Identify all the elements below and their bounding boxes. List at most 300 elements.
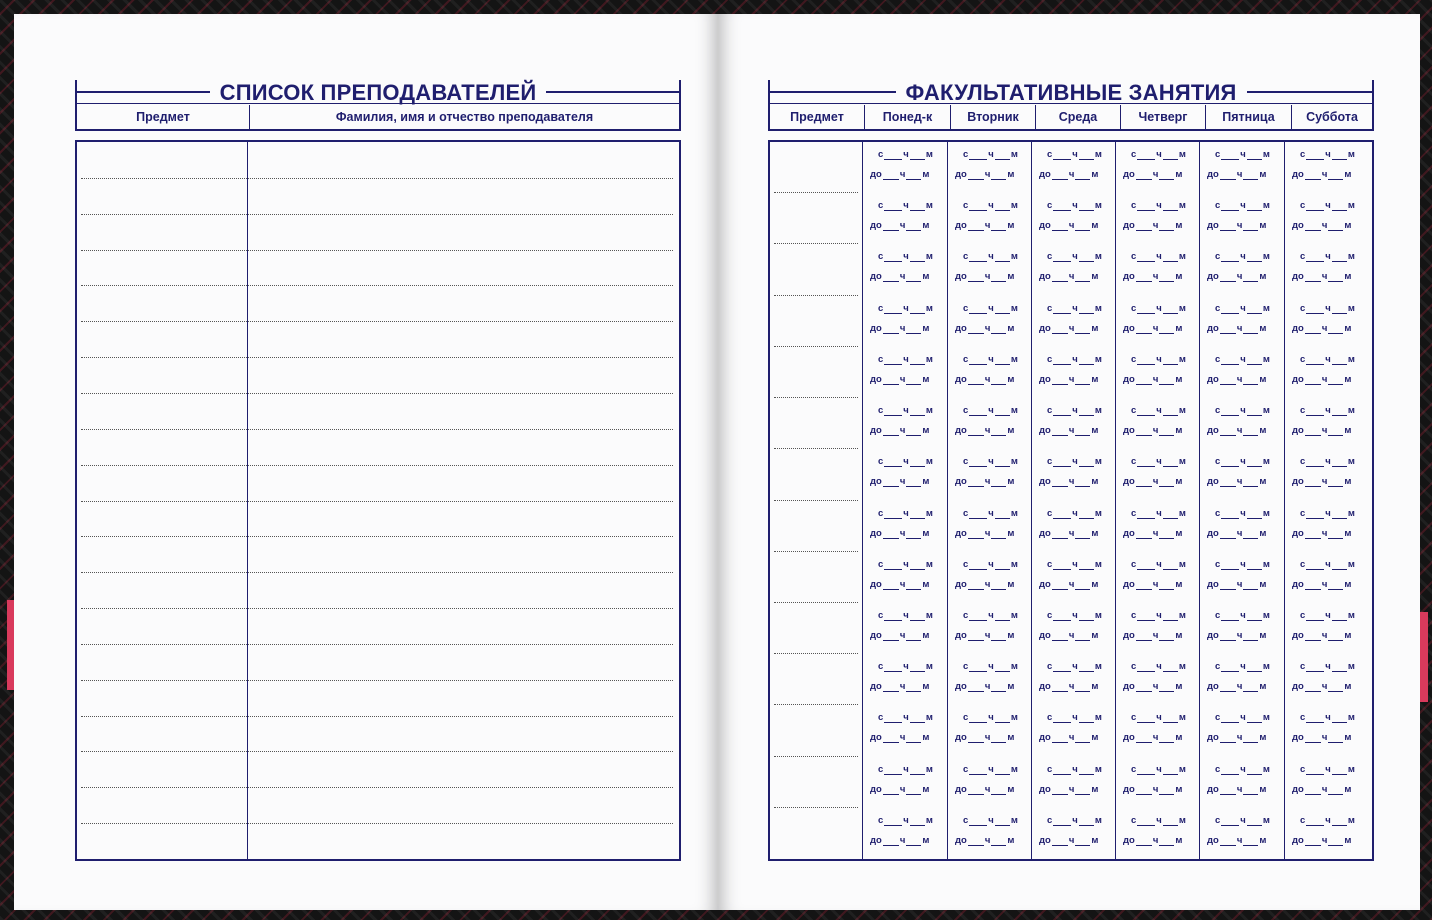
slot-to-label: до — [955, 834, 967, 846]
slot-minutes-label: м — [1344, 629, 1352, 641]
slot-hours-label: ч — [903, 558, 909, 570]
slot-to-label: до — [1292, 425, 1304, 437]
teacher-row-line — [81, 321, 673, 322]
slot-minutes-label: м — [1007, 322, 1015, 334]
slot-minutes-label: м — [1347, 456, 1355, 468]
slot-hours-label: ч — [1325, 200, 1331, 212]
slot-minutes-label: м — [1347, 661, 1355, 673]
slot-from-label: с — [1131, 814, 1137, 826]
elective-schedule-table — [768, 140, 1374, 861]
time-slot — [1207, 814, 1280, 846]
time-slot — [1292, 660, 1366, 692]
time-slot — [1292, 814, 1366, 846]
teacher-row-line — [81, 716, 673, 717]
right-page — [718, 14, 1420, 910]
slot-hours-label: ч — [899, 373, 906, 385]
slot-to-label: до — [1123, 425, 1135, 437]
slot-hours-label: ч — [1321, 220, 1328, 232]
slot-minutes-label: м — [1347, 507, 1355, 519]
slot-hours-label: ч — [1321, 476, 1328, 488]
slot-hours-label: ч — [899, 220, 906, 232]
slot-minutes-label: м — [1344, 271, 1352, 283]
slot-to-label: до — [1123, 169, 1135, 180]
slot-minutes-label: м — [1010, 200, 1018, 212]
slot-hours-label: ч — [1325, 814, 1331, 826]
slot-hours-label: ч — [1321, 169, 1328, 180]
slot-to-label: до — [1123, 271, 1135, 283]
slot-hours-label: ч — [1072, 609, 1078, 621]
slot-minutes-label: м — [1175, 373, 1183, 385]
slot-minutes-label: м — [925, 712, 933, 724]
slot-to-label: до — [955, 629, 967, 641]
slot-minutes-label: м — [1175, 220, 1183, 232]
slot-minutes-label: м — [1010, 712, 1018, 724]
teacher-row-line — [81, 751, 673, 752]
slot-minutes-label: м — [1091, 681, 1099, 693]
slot-hours-label: ч — [988, 353, 994, 365]
slot-minutes-label: м — [925, 149, 933, 160]
teacher-row-line — [81, 823, 673, 824]
slot-from-label: с — [963, 558, 969, 570]
slot-to-label: до — [955, 476, 967, 488]
slot-hours-label: ч — [1325, 558, 1331, 570]
slot-to-label: до — [1207, 169, 1219, 180]
slot-from-label: с — [1047, 609, 1053, 621]
slot-hours-label: ч — [1152, 629, 1159, 641]
slot-hours-label: ч — [1321, 732, 1328, 744]
slot-to-label: до — [1039, 527, 1051, 539]
time-slot — [1292, 609, 1366, 641]
slot-to-label: до — [955, 169, 967, 180]
slot-to-label: до — [1207, 834, 1219, 846]
slot-from-label: с — [1300, 507, 1306, 519]
time-slot — [1039, 711, 1111, 743]
slot-to-label: до — [1207, 681, 1219, 693]
slot-hours-label: ч — [984, 322, 991, 334]
slot-to-label: до — [955, 527, 967, 539]
teacher-row-line — [81, 501, 673, 502]
slot-minutes-label: м — [1262, 763, 1270, 775]
slot-from-label: с — [878, 507, 884, 519]
time-slot — [1292, 250, 1366, 282]
slot-minutes-label: м — [922, 425, 930, 437]
slot-hours-label: ч — [1325, 353, 1331, 365]
slot-minutes-label: м — [1091, 732, 1099, 744]
teacher-row-line — [81, 680, 673, 681]
slot-hours-label: ч — [1240, 712, 1246, 724]
slot-minutes-label: м — [1091, 834, 1099, 846]
slot-to-label: до — [1039, 373, 1051, 385]
slot-minutes-label: м — [1178, 814, 1186, 826]
day-column-divider — [1199, 142, 1200, 859]
slot-hours-label: ч — [899, 681, 906, 693]
slot-minutes-label: м — [922, 373, 930, 385]
slot-minutes-label: м — [1178, 763, 1186, 775]
slot-from-label: с — [1300, 456, 1306, 468]
slot-minutes-label: м — [925, 609, 933, 621]
slot-from-label: с — [1215, 353, 1221, 365]
slot-from-label: с — [1047, 353, 1053, 365]
slot-minutes-label: м — [1259, 271, 1267, 283]
slot-minutes-label: м — [1007, 527, 1015, 539]
slot-hours-label: ч — [988, 609, 994, 621]
time-slot — [1039, 404, 1111, 436]
slot-hours-label: ч — [1152, 783, 1159, 795]
slot-hours-label: ч — [1236, 476, 1243, 488]
slot-minutes-label: м — [1010, 763, 1018, 775]
slot-to-label: до — [955, 425, 967, 437]
slot-minutes-label: м — [1259, 578, 1267, 590]
slot-minutes-label: м — [1175, 169, 1183, 180]
slot-from-label: с — [1047, 558, 1053, 570]
time-slot — [1207, 558, 1280, 590]
teacher-row-line — [81, 429, 673, 430]
slot-from-label: с — [1215, 149, 1221, 160]
slot-hours-label: ч — [1068, 476, 1075, 488]
slot-minutes-label: м — [925, 814, 933, 826]
slot-minutes-label: м — [1094, 405, 1102, 417]
slot-from-label: с — [1047, 456, 1053, 468]
slot-minutes-label: м — [1007, 220, 1015, 232]
time-slot — [1039, 763, 1111, 795]
slot-from-label: с — [1047, 763, 1053, 775]
slot-hours-label: ч — [1152, 425, 1159, 437]
slot-to-label: до — [1207, 578, 1219, 590]
slot-hours-label: ч — [1156, 661, 1162, 673]
slot-to-label: до — [1207, 629, 1219, 641]
slot-from-label: с — [1131, 200, 1137, 212]
subject-row-line — [774, 192, 858, 193]
slot-hours-label: ч — [1321, 578, 1328, 590]
slot-hours-label: ч — [1072, 814, 1078, 826]
slot-to-label: до — [1039, 476, 1051, 488]
time-slot — [870, 199, 943, 231]
slot-hours-label: ч — [988, 712, 994, 724]
slot-hours-label: ч — [899, 783, 906, 795]
slot-hours-label: ч — [1068, 732, 1075, 744]
slot-minutes-label: м — [922, 629, 930, 641]
time-slot — [870, 148, 943, 180]
slot-to-label: до — [1039, 834, 1051, 846]
time-slot — [1039, 302, 1111, 334]
time-slot — [1123, 558, 1195, 590]
slot-to-label: до — [870, 681, 882, 693]
slot-hours-label: ч — [1068, 527, 1075, 539]
slot-from-label: с — [963, 302, 969, 314]
slot-minutes-label: м — [1178, 712, 1186, 724]
slot-hours-label: ч — [1236, 783, 1243, 795]
slot-hours-label: ч — [984, 373, 991, 385]
slot-from-label: с — [1300, 302, 1306, 314]
slot-hours-label: ч — [1072, 507, 1078, 519]
slot-hours-label: ч — [1068, 783, 1075, 795]
slot-minutes-label: м — [1175, 732, 1183, 744]
time-slot — [870, 814, 943, 846]
time-slot — [1039, 609, 1111, 641]
slot-hours-label: ч — [903, 405, 909, 417]
teacher-row-line — [81, 787, 673, 788]
slot-minutes-label: м — [922, 681, 930, 693]
slot-to-label: до — [955, 373, 967, 385]
slot-minutes-label: м — [1010, 661, 1018, 673]
slot-minutes-label: м — [922, 322, 930, 334]
slot-minutes-label: м — [922, 783, 930, 795]
slot-hours-label: ч — [984, 169, 991, 180]
slot-minutes-label: м — [1347, 814, 1355, 826]
slot-hours-label: ч — [903, 814, 909, 826]
time-slot — [1123, 404, 1195, 436]
slot-to-label: до — [870, 271, 882, 283]
slot-minutes-label: м — [1094, 558, 1102, 570]
slot-hours-label: ч — [988, 763, 994, 775]
slot-minutes-label: м — [1010, 251, 1018, 263]
time-slot — [1292, 711, 1366, 743]
slot-hours-label: ч — [984, 629, 991, 641]
slot-minutes-label: м — [1262, 456, 1270, 468]
slot-from-label: с — [878, 149, 884, 160]
slot-hours-label: ч — [1152, 732, 1159, 744]
slot-from-label: с — [963, 609, 969, 621]
slot-hours-label: ч — [1240, 661, 1246, 673]
slot-to-label: до — [870, 732, 882, 744]
slot-hours-label: ч — [1240, 251, 1246, 263]
slot-hours-label: ч — [1325, 763, 1331, 775]
slot-minutes-label: м — [925, 405, 933, 417]
slot-minutes-label: м — [1347, 405, 1355, 417]
subject-row-line — [774, 346, 858, 347]
slot-from-label: с — [1215, 302, 1221, 314]
slot-minutes-label: м — [1091, 476, 1099, 488]
slot-hours-label: ч — [903, 712, 909, 724]
slot-hours-label: ч — [1236, 578, 1243, 590]
slot-minutes-label: м — [1178, 661, 1186, 673]
slot-to-label: до — [1292, 834, 1304, 846]
slot-hours-label: ч — [1068, 169, 1075, 180]
slot-to-label: до — [870, 783, 882, 795]
slot-hours-label: ч — [903, 302, 909, 314]
slot-minutes-label: м — [1262, 200, 1270, 212]
slot-hours-label: ч — [903, 507, 909, 519]
slot-minutes-label: м — [1094, 763, 1102, 775]
slot-from-label: с — [1300, 149, 1306, 160]
right-header-row — [768, 105, 1374, 131]
slot-to-label: до — [955, 578, 967, 590]
slot-from-label: с — [1300, 353, 1306, 365]
slot-to-label: до — [1292, 629, 1304, 641]
slot-to-label: до — [1039, 629, 1051, 641]
slot-hours-label: ч — [1156, 814, 1162, 826]
slot-from-label: с — [1047, 302, 1053, 314]
slot-from-label: с — [963, 456, 969, 468]
slot-minutes-label: м — [922, 578, 930, 590]
column-header-tuesday: Вторник — [950, 105, 1035, 129]
time-slot — [870, 250, 943, 282]
slot-from-label: с — [1131, 405, 1137, 417]
slot-hours-label: ч — [984, 732, 991, 744]
time-slot — [1292, 507, 1366, 539]
slot-from-label: с — [878, 609, 884, 621]
slot-hours-label: ч — [903, 353, 909, 365]
slot-minutes-label: м — [1007, 425, 1015, 437]
slot-to-label: до — [1123, 834, 1135, 846]
slot-hours-label: ч — [899, 527, 906, 539]
slot-minutes-label: м — [925, 661, 933, 673]
slot-minutes-label: м — [1007, 476, 1015, 488]
slot-minutes-label: м — [922, 834, 930, 846]
time-slot — [870, 763, 943, 795]
slot-minutes-label: м — [1094, 661, 1102, 673]
slot-hours-label: ч — [1236, 373, 1243, 385]
time-slot — [1207, 455, 1280, 487]
slot-minutes-label: м — [925, 763, 933, 775]
slot-hours-label: ч — [903, 763, 909, 775]
slot-to-label: до — [1292, 169, 1304, 180]
slot-hours-label: ч — [1072, 558, 1078, 570]
slot-minutes-label: м — [1259, 220, 1267, 232]
slot-hours-label: ч — [1236, 220, 1243, 232]
slot-from-label: с — [1047, 712, 1053, 724]
slot-hours-label: ч — [1072, 251, 1078, 263]
time-slot — [1207, 609, 1280, 641]
time-slot — [1207, 404, 1280, 436]
slot-minutes-label: м — [1262, 558, 1270, 570]
slot-to-label: до — [870, 527, 882, 539]
slot-hours-label: ч — [1152, 834, 1159, 846]
slot-hours-label: ч — [1152, 476, 1159, 488]
slot-minutes-label: м — [1259, 169, 1267, 180]
slot-hours-label: ч — [1156, 149, 1162, 160]
slot-minutes-label: м — [1175, 271, 1183, 283]
slot-hours-label: ч — [1072, 712, 1078, 724]
subject-row-line — [774, 295, 858, 296]
slot-minutes-label: м — [1344, 220, 1352, 232]
slot-from-label: с — [1300, 251, 1306, 263]
slot-to-label: до — [1123, 783, 1135, 795]
slot-to-label: до — [1292, 527, 1304, 539]
time-slot — [1039, 148, 1111, 180]
slot-to-label: до — [1039, 783, 1051, 795]
slot-minutes-label: м — [1094, 302, 1102, 314]
slot-from-label: с — [878, 661, 884, 673]
time-slot — [1292, 353, 1366, 385]
slot-minutes-label: м — [1010, 814, 1018, 826]
slot-to-label: до — [1123, 681, 1135, 693]
slot-from-label: с — [1300, 763, 1306, 775]
slot-hours-label: ч — [1072, 456, 1078, 468]
slot-minutes-label: м — [1091, 169, 1099, 180]
slot-hours-label: ч — [903, 200, 909, 212]
slot-to-label: до — [1039, 271, 1051, 283]
slot-from-label: с — [1131, 149, 1137, 160]
slot-hours-label: ч — [1321, 527, 1328, 539]
slot-minutes-label: м — [925, 558, 933, 570]
day-column-divider — [947, 142, 948, 859]
slot-minutes-label: м — [1010, 609, 1018, 621]
time-slot — [870, 353, 943, 385]
slot-hours-label: ч — [1240, 200, 1246, 212]
column-header-teacher-name: Фамилия, имя и отчество преподавателя — [249, 105, 679, 129]
slot-from-label: с — [1047, 405, 1053, 417]
slot-from-label: с — [1131, 558, 1137, 570]
slot-hours-label: ч — [1068, 220, 1075, 232]
slot-to-label: до — [1207, 425, 1219, 437]
slot-minutes-label: м — [1347, 712, 1355, 724]
slot-from-label: с — [878, 712, 884, 724]
slot-from-label: с — [1131, 763, 1137, 775]
time-slot — [1039, 353, 1111, 385]
time-slot — [955, 302, 1027, 334]
time-slot — [1039, 660, 1111, 692]
slot-to-label: до — [1292, 476, 1304, 488]
slot-minutes-label: м — [1007, 373, 1015, 385]
slot-hours-label: ч — [1321, 322, 1328, 334]
slot-hours-label: ч — [1321, 834, 1328, 846]
teacher-row-line — [81, 178, 673, 179]
slot-hours-label: ч — [984, 681, 991, 693]
slot-hours-label: ч — [899, 271, 906, 283]
slot-to-label: до — [1123, 629, 1135, 641]
time-slot — [1292, 763, 1366, 795]
slot-hours-label: ч — [1156, 302, 1162, 314]
slot-minutes-label: м — [1178, 200, 1186, 212]
slot-from-label: с — [1131, 609, 1137, 621]
slot-to-label: до — [1207, 322, 1219, 334]
slot-hours-label: ч — [899, 834, 906, 846]
slot-minutes-label: м — [925, 302, 933, 314]
slot-hours-label: ч — [984, 834, 991, 846]
slot-minutes-label: м — [1178, 353, 1186, 365]
time-slot — [1039, 814, 1111, 846]
time-slot — [955, 199, 1027, 231]
slot-from-label: с — [1300, 712, 1306, 724]
slot-hours-label: ч — [1236, 271, 1243, 283]
slot-minutes-label: м — [1007, 271, 1015, 283]
slot-to-label: до — [955, 271, 967, 283]
slot-minutes-label: м — [1010, 507, 1018, 519]
slot-to-label: до — [1123, 527, 1135, 539]
day-column-divider — [1284, 142, 1285, 859]
slot-from-label: с — [1047, 814, 1053, 826]
slot-to-label: до — [1207, 527, 1219, 539]
column-header-wednesday: Среда — [1035, 105, 1120, 129]
slot-minutes-label: м — [1175, 681, 1183, 693]
slot-to-label: до — [1292, 373, 1304, 385]
slot-minutes-label: м — [1091, 322, 1099, 334]
slot-hours-label: ч — [984, 425, 991, 437]
slot-to-label: до — [1292, 220, 1304, 232]
slot-hours-label: ч — [988, 405, 994, 417]
teacher-row-line — [81, 608, 673, 609]
subject-row-line — [774, 397, 858, 398]
slot-minutes-label: м — [1262, 609, 1270, 621]
slot-hours-label: ч — [1236, 169, 1243, 180]
time-slot — [955, 763, 1027, 795]
slot-from-label: с — [1131, 712, 1137, 724]
slot-hours-label: ч — [1236, 322, 1243, 334]
slot-from-label: с — [1131, 507, 1137, 519]
teacher-row-line — [81, 393, 673, 394]
slot-hours-label: ч — [1068, 834, 1075, 846]
slot-from-label: с — [1131, 353, 1137, 365]
slot-hours-label: ч — [1068, 322, 1075, 334]
slot-hours-label: ч — [1240, 763, 1246, 775]
slot-hours-label: ч — [1156, 609, 1162, 621]
time-slot — [1039, 558, 1111, 590]
slot-minutes-label: м — [1259, 322, 1267, 334]
slot-to-label: до — [1123, 476, 1135, 488]
slot-hours-label: ч — [1068, 271, 1075, 283]
slot-minutes-label: м — [1178, 456, 1186, 468]
